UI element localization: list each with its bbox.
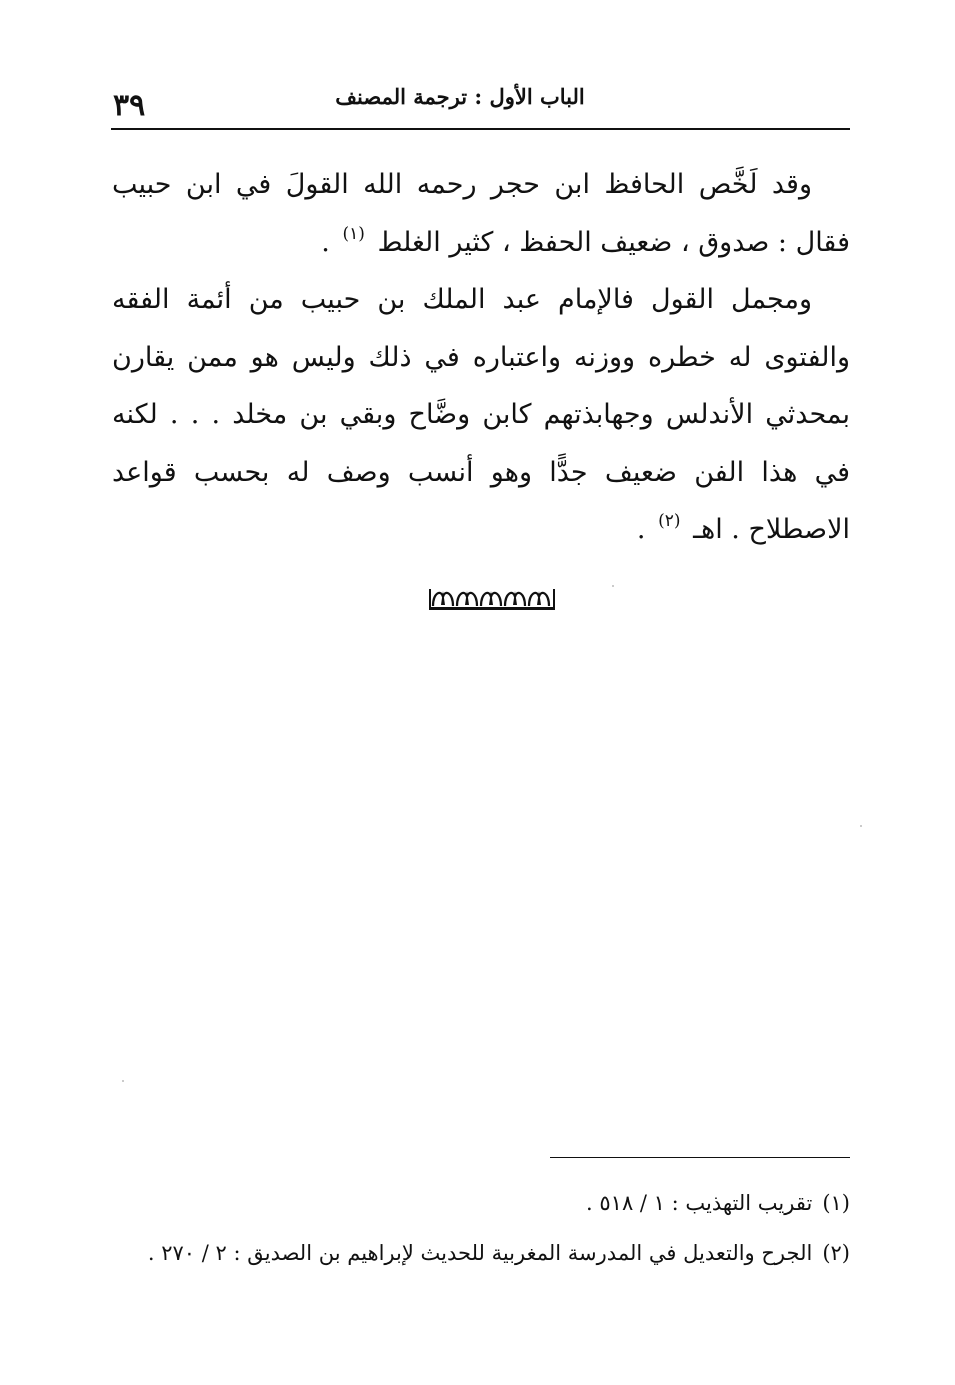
footnote-rule bbox=[550, 1157, 850, 1158]
footnote-2-text: الجرح والتعديل في المدرسة المغربية للحديث لإبراهيم بن الصديق : ٢ / ٢٧٠ . bbox=[147, 1241, 813, 1265]
paragraph-2 bbox=[112, 271, 850, 559]
page-number: ٣٩ bbox=[113, 88, 146, 123]
paper-speck bbox=[860, 825, 862, 827]
footnote-1-text: تقريب التهذيب : ١ / ٥١٨ . bbox=[586, 1191, 813, 1215]
running-title: الباب الأول : ترجمة المصنف bbox=[335, 84, 585, 109]
main-text bbox=[112, 156, 850, 559]
footnote-1 bbox=[112, 1178, 850, 1228]
decorative-divider-ornament-icon bbox=[427, 583, 557, 613]
footnote-2-number: (٢) bbox=[822, 1241, 850, 1265]
footnote-ref-1[interactable]: (١) bbox=[342, 223, 365, 244]
paper-speck bbox=[612, 585, 614, 587]
footnote-2 bbox=[112, 1228, 850, 1278]
paragraph-2-text: ومجمل القول فالإمام عبد الملك بن حبيب من أئمة الفقه والفتوى له خطره ووزنه واعتباره في ذلك وليس هو ممن يقارن بمحدثي الأندلس وجهابذتهم كابن وضَّاح وبقي بن مخلد . . . لكنه في هذا الفن ضعيف جدًّا وهو أنسب وصف له بحسب قواعد الاصطلاح . اهـ bbox=[112, 284, 850, 545]
paragraph-2-tail: . bbox=[636, 514, 655, 545]
footnotes bbox=[112, 1178, 850, 1278]
paper-speck bbox=[122, 1080, 124, 1082]
footnote-1-number: (١) bbox=[822, 1191, 850, 1215]
paragraph-1 bbox=[112, 156, 850, 271]
paragraph-1-text: وقد لَخَّص الحافظ ابن حجر رحمه الله القولَ في ابن حبيب فقال : صدوق ، ضعيف الحفظ ، كثير الغلط bbox=[112, 169, 850, 258]
header-rule bbox=[111, 128, 850, 130]
footnote-ref-2[interactable]: (٢) bbox=[658, 511, 681, 531]
paragraph-1-tail: . bbox=[321, 226, 339, 258]
